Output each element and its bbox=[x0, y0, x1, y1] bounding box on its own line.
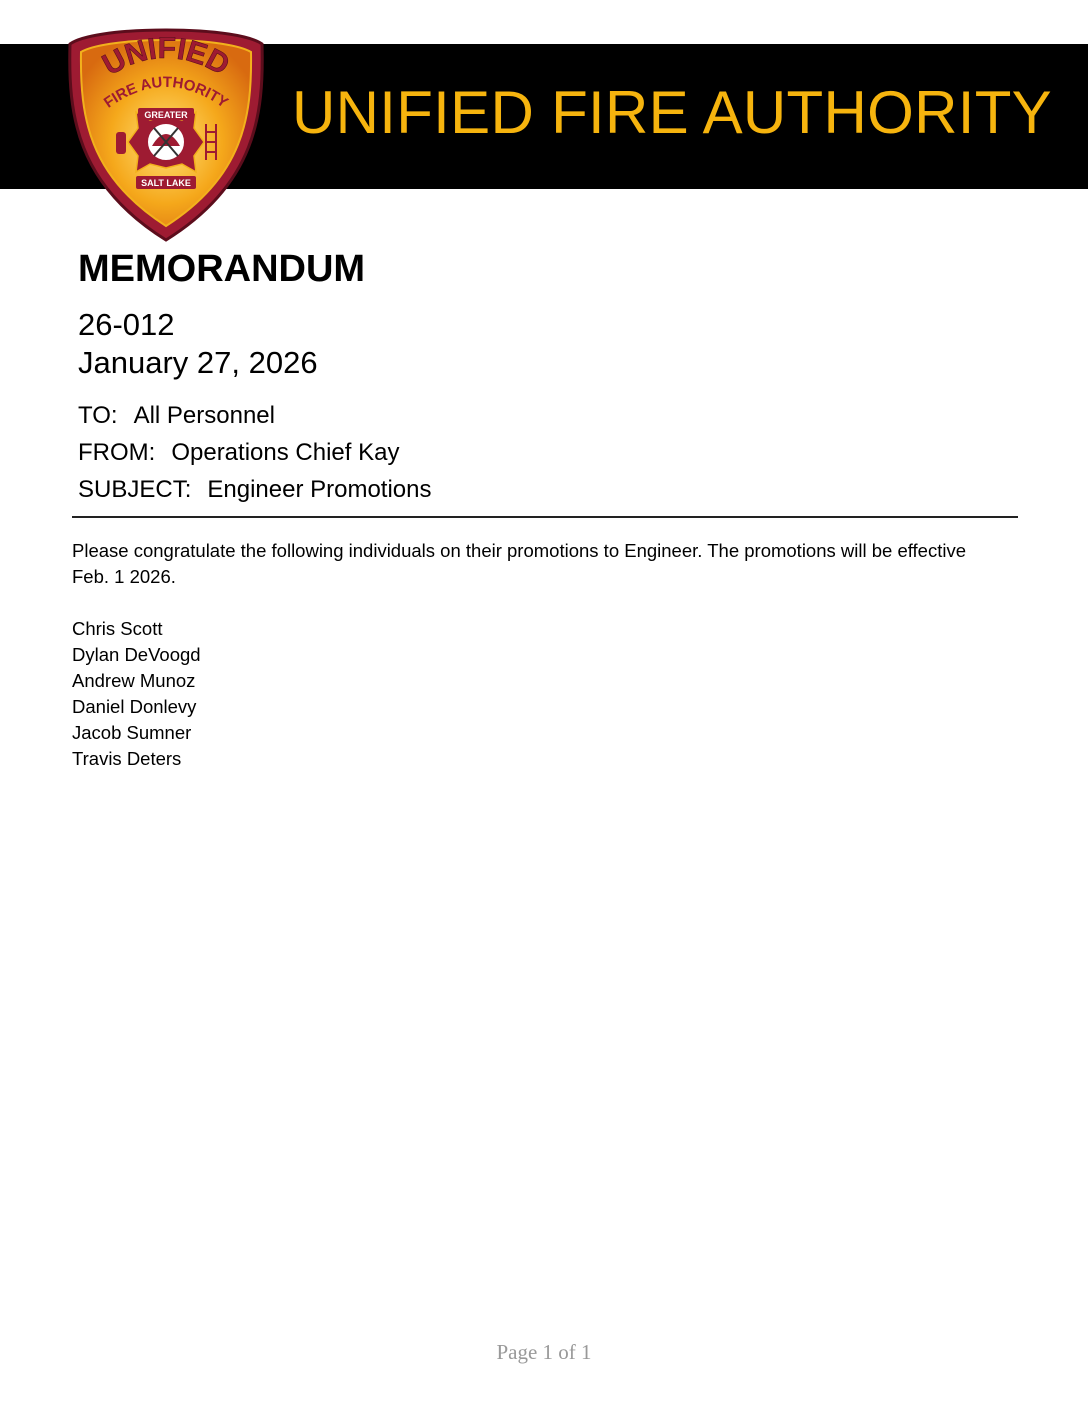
logo-salt-lake-text: SALT LAKE bbox=[141, 178, 191, 188]
header-divider bbox=[72, 516, 1018, 518]
list-item: Travis Deters bbox=[72, 748, 182, 769]
memo-subject-row bbox=[78, 475, 431, 505]
to-value: All Personnel bbox=[133, 402, 275, 429]
memo-from-row bbox=[78, 438, 399, 468]
memo-date: January 27, 2026 bbox=[78, 345, 318, 380]
organization-name: UNIFIED FIRE AUTHORITY bbox=[292, 79, 1052, 146]
promotion-name-list bbox=[72, 616, 201, 772]
list-item: Chris Scott bbox=[72, 618, 163, 639]
page-number: Page 1 of 1 bbox=[496, 1340, 592, 1364]
to-label: TO: bbox=[78, 402, 118, 429]
logo-greater-text: GREATER bbox=[144, 110, 188, 120]
body-paragraph: Please congratulate the following individuals on their promotions to Engineer. The promotions will be effective Feb. 1 2026. bbox=[72, 540, 967, 587]
memo-to-row bbox=[78, 401, 275, 431]
logo-second-arc-text: FIRE AUTHORITY bbox=[100, 73, 232, 112]
memo-number: 26-012 bbox=[78, 307, 175, 342]
list-item: Daniel Donlevy bbox=[72, 696, 197, 717]
ufa-shield-badge-icon bbox=[66, 24, 266, 244]
list-item: Jacob Sumner bbox=[72, 722, 192, 743]
subject-value: Engineer Promotions bbox=[207, 476, 432, 503]
from-value: Operations Chief Kay bbox=[171, 439, 400, 466]
list-item: Andrew Munoz bbox=[72, 670, 196, 691]
list-item: Dylan DeVoogd bbox=[72, 644, 201, 665]
hydrant-icon bbox=[116, 132, 126, 154]
subject-label: SUBJECT: bbox=[78, 476, 192, 503]
logo-top-arc-text: UNIFIED bbox=[97, 31, 235, 82]
from-label: FROM: bbox=[78, 439, 156, 466]
memo-title: MEMORANDUM bbox=[78, 248, 366, 290]
